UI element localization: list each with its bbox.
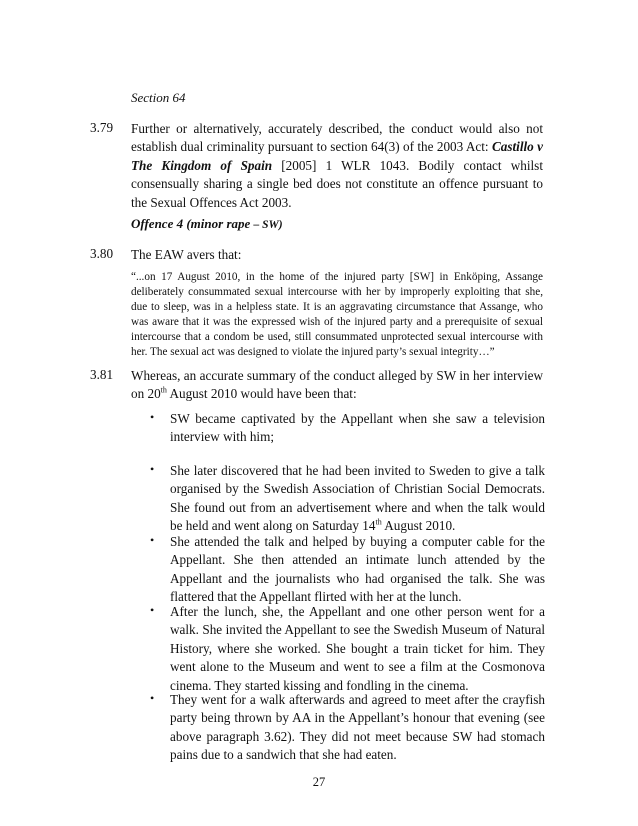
bullet-text: August 2010. [381,518,456,534]
superscript: th [375,517,382,527]
para-3-79-text [131,120,543,212]
para-3-81-text-part: Whereas, an accurate summary of the conduct alleged by SW in her interview on 20 [131,368,543,402]
case-citation: Castillo v The Kingdom of Spain [131,139,543,173]
bullet-icon: • [150,462,155,476]
bullet-text: After the lunch, she, the Appellant and one other person went for a walk. She invited the Appellant to see the Swedish Museum of Natural History, where she worked. She bought a train ticket for him. They went alone to the Museum and went to see a film at the Cosmonova cinema. They started kissing and fondling in the cinema. [170,604,545,693]
para-3-80-text: The EAW avers that: [131,247,242,262]
para-3-81-text [131,367,543,404]
bullet-item [170,410,545,447]
bullet-text: She later discovered that he had been invited to Sweden to give a talk organised by the Swedish Association of Christian Social Democrats. She found out from an advertisement where and when the talk would be held and went along on Saturday 14 [170,463,545,534]
superscript: th [160,386,167,396]
para-3-79-text-part: [2005] 1 WLR 1043. Bodily contact whilst consensually sharing a single bed does not constitute an offence pursuant to the Sexual Offences Act 2003. [131,157,543,210]
para-3-79-number: 3.79 [90,120,114,135]
page-number: 27 [312,775,326,789]
bullet-icon: • [150,603,155,617]
offence-4-heading-main: Offence 4 (minor rape [131,216,254,231]
bullet-item [170,691,545,765]
bullet-icon: • [150,691,155,705]
bullet-icon: • [150,410,155,424]
para-3-81-number: 3.81 [90,367,114,382]
offence-4-heading-suffix: – SW) [253,219,283,231]
bullet-item [170,603,545,695]
para-3-81-text-part: August 2010 would have been that: [166,386,357,402]
offence-4-heading [131,216,283,232]
bullet-item [170,533,545,607]
bullet-text: They went for a walk afterwards and agreed to meet after the crayfish party being thrown by AA in the Appellant’s honour that evening (see above paragraph 3.62). They did not meet because SW had stomach pains due to a sandwich that she had eaten. [170,692,545,763]
bullet-text: SW became captivated by the Appellant when she saw a television interview with him; [170,411,545,445]
bullet-icon: • [150,533,155,547]
bullet-item [170,462,545,536]
section-64-heading: Section 64 [131,90,186,105]
para-3-80-number: 3.80 [90,246,114,261]
para-3-79-text-part: Further or alternatively, accurately described, the conduct would also not establish dual criminality pursuant to section 64(3) of the 2003 Act: [131,121,543,155]
bullet-text: She attended the talk and helped by buying a computer cable for the Appellant. She then attended an intimate lunch attended by the Appellant and the journalists who had organised the talk. She was flattered that the Appellant flirted with her at the lunch. [170,534,545,605]
eaw-quote: “...on 17 August 2010, in the home of the injured party [SW] in Enköping, Assange deliberately consummated sexual intercourse with her by improperly exploiting that she, due to sleep, was in a helpless state. It is an aggravating circumstance that Assange, who was aware that it was the expressed wish of the injured party and a prerequisite of sexual intercourse that a condom be used, still consummated unprotected sexual intercourse with her. The sexual act was designed to violate the injured party’s sexual integrity…” [131,271,543,358]
